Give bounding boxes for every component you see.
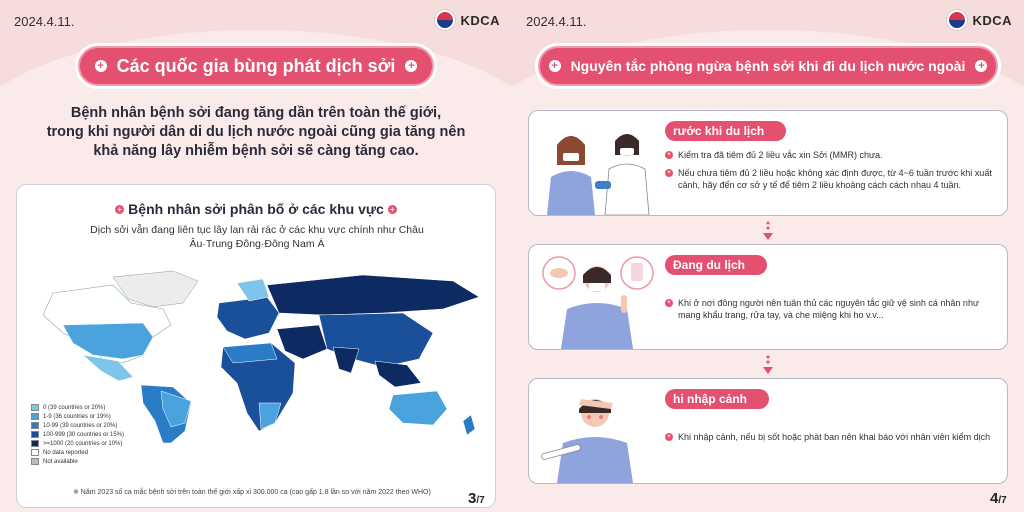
russia-shape [267, 275, 479, 315]
map-subtitle [77, 223, 437, 251]
map-subtitle-line: Âu·Trung Đông·Đông Nam Á [189, 238, 325, 250]
map-subtitle-line: Dịch sởi vẫn đang liên tục lây lan rải rác ở các khu vực chính như Châu [90, 224, 424, 236]
map-card [16, 184, 496, 508]
plus-icon: + [665, 169, 673, 177]
legend-item [31, 403, 124, 412]
page-total: /7 [476, 495, 485, 506]
plus-icon: + [665, 299, 673, 307]
page-number [990, 490, 1007, 507]
bullet-text: Kiểm tra đã tiêm đủ 2 liều vắc xin Sởi (MMR) chưa. [678, 150, 883, 160]
map-legend [31, 403, 124, 466]
middle-east-shape [277, 325, 327, 359]
southeast-asia-shape [375, 361, 421, 387]
legend-swatch [31, 404, 39, 411]
card-bullets [665, 431, 995, 449]
page-total: /7 [998, 495, 1007, 506]
tip-card-during-travel [528, 244, 1008, 350]
date-label: 2024.4.11. [14, 14, 75, 29]
legend-item [31, 421, 124, 430]
india-shape [333, 347, 359, 373]
card-label: hi nhập cảnh [665, 389, 769, 409]
kdca-logo-text: KDCA [460, 12, 500, 28]
legend-item [31, 430, 124, 439]
legend-item [31, 412, 124, 421]
legend-item [31, 439, 124, 448]
plus-icon: + [665, 433, 673, 441]
right-panel [512, 0, 1024, 512]
bullet-item [665, 167, 995, 191]
legend-label: >=1000 (20 countries or 10%) [43, 440, 123, 447]
kdca-emblem-icon [435, 10, 455, 30]
legend-label: No data reported [43, 449, 89, 456]
intro-line: khả năng lây nhiễm bệnh sởi sẽ càng tăng cao. [93, 143, 419, 159]
map-footnote: ※ Năm 2023 số ca mắc bệnh sởi trên toàn thế giới xấp xỉ 300.000 ca (cao gấp 1.8 lần so với năm 2022 theo WHO) [73, 489, 431, 496]
kdca-logo [947, 10, 1012, 30]
plus-icon: + [95, 60, 107, 72]
legend-item [31, 457, 124, 466]
page-title [78, 46, 434, 86]
bullet-text: Khi nhập cảnh, nếu bị sốt hoặc phát ban nên khai báo với nhân viên kiểm dịch [678, 432, 991, 442]
europe-shape [217, 297, 279, 339]
kdca-logo [435, 10, 500, 30]
down-arrow-icon [762, 354, 774, 376]
legend-swatch [31, 413, 39, 420]
fever-illustration [533, 383, 661, 483]
legend-swatch [31, 422, 39, 429]
down-arrow-icon [762, 220, 774, 242]
card-bullets [665, 149, 995, 197]
legend-label: 10-99 (39 countries or 20%) [43, 422, 118, 429]
legend-item [31, 448, 124, 457]
usa-shape [63, 323, 153, 359]
page-title [538, 46, 998, 86]
legend-swatch [31, 449, 39, 456]
tip-card-on-arrival [528, 378, 1008, 484]
page-current: 3 [468, 490, 477, 507]
legend-swatch [31, 440, 39, 447]
scandinavia-shape [237, 279, 269, 301]
card-label: rước khi du lịch [665, 121, 786, 141]
hygiene-illustration [533, 249, 661, 349]
card-label: Đang du lịch [665, 255, 767, 275]
intro-line: trong khi người dân di du lịch nước ngoài cũng gia tăng nên [46, 124, 466, 140]
intro-line: Bệnh nhân bệnh sởi đang tăng dần trên toàn thế giới, [70, 105, 442, 121]
kdca-logo-text: KDCA [972, 12, 1012, 28]
page-title-text: Các quốc gia bùng phát dịch sởi [116, 55, 396, 76]
bullet-item [665, 297, 995, 321]
date-label: 2024.4.11. [526, 14, 587, 29]
kdca-emblem-icon [947, 10, 967, 30]
vaccination-illustration [533, 115, 661, 215]
page-number [468, 490, 485, 507]
legend-label: 100-999 (30 countries or 15%) [43, 431, 125, 438]
map-title [17, 201, 495, 217]
new-zealand-shape [463, 415, 475, 435]
card-bullets [665, 297, 995, 327]
bullet-text: Nếu chưa tiêm đủ 2 liều hoặc không xác định được, từ 4~6 tuần trước khi xuất cảnh, hãy đến cơ sở y tế để tiêm 2 liều khoảng cách cách nhau 4 tuần. [678, 168, 992, 190]
plus-icon: + [405, 60, 417, 72]
plus-icon: + [115, 205, 124, 214]
bullet-text: Khi ở nơi đông người nên tuân thủ các nguyên tắc giữ vệ sinh cá nhân như mang khẩu trang, rửa tay, và che miệng khi ho v.v... [678, 298, 979, 320]
intro-text [20, 104, 492, 161]
bullet-item [665, 149, 995, 161]
page-title-text: Nguyên tắc phòng ngừa bệnh sởi khi đi du lịch nước ngoài [570, 58, 966, 74]
legend-swatch [31, 458, 39, 465]
map-title-text: Bệnh nhân sởi phân bố ở các khu vực [128, 201, 384, 217]
plus-icon: + [975, 60, 987, 72]
tip-card-before-travel [528, 110, 1008, 216]
legend-label: 0 (39 countries or 20%) [43, 404, 106, 411]
australia-shape [389, 391, 447, 425]
plus-icon: + [665, 151, 673, 159]
legend-swatch [31, 431, 39, 438]
page-current: 4 [990, 490, 999, 507]
bullet-item [665, 431, 995, 443]
plus-icon: + [388, 205, 397, 214]
legend-label: Not available [43, 458, 78, 465]
legend-label: 1-9 (36 countries or 19%) [43, 413, 111, 420]
plus-icon: + [549, 60, 561, 72]
